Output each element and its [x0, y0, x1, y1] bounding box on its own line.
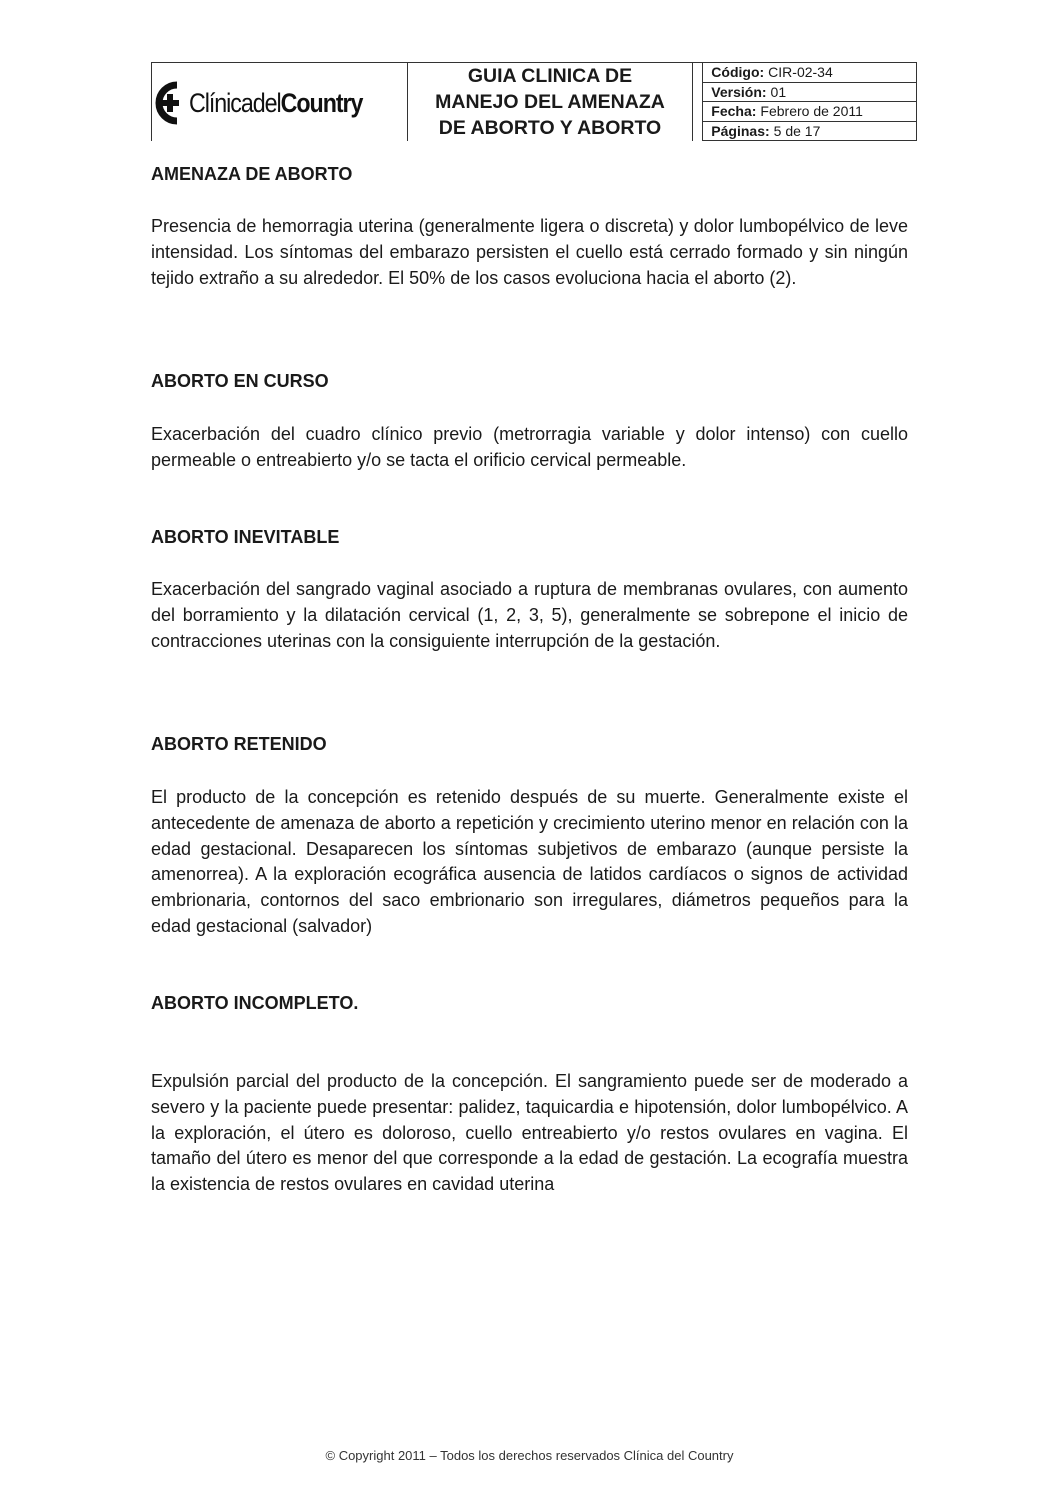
document-title: GUIA CLINICA DE MANEJO DEL AMENAZA DE ABORTO Y ABORTO: [435, 65, 665, 139]
section-paragraph: Expulsión parcial del producto de la concepción. El sangramiento puede ser de moderado a severo y la paciente puede presentar: palidez, taquicardia e hipotensión, dolor lumbopélvico. A la exploración, el útero es doloroso, cuello entreabierto y/o restos ovulares en vagina. El tamaño del útero es menor del que corresponde a la edad de gestación. La ecografía muestra la existencia de restos ovulares en cavidad uterina: [151, 1071, 908, 1195]
meta-row-codigo: Código: CIR-02-34: [702, 62, 917, 83]
meta-row-version: Versión: 01: [702, 83, 917, 103]
meta-table: [693, 63, 917, 141]
section-paragraph: Presencia de hemorragia uterina (generalmente ligera o discreta) y dolor lumbopélvico de leve intensidad. Los síntomas del embarazo persisten el cuello está cerrado formado y sin ningún tejido extraño a su alrededor. El 50% de los casos evoluciona hacia el aborto (2).: [151, 216, 908, 288]
section-paragraph: Exacerbación del cuadro clínico previo (metrorragia variable y dolor intenso) con cuello permeable o entreabierto y/o se tacta el orificio cervical permeable.: [151, 424, 908, 470]
meta-row-paginas: Páginas: 5 de 17: [702, 122, 917, 142]
copyright-footer: © Copyright 2011 – Todos los derechos reservados Clínica del Country: [325, 1448, 734, 1463]
section-paragraph: El producto de la concepción es retenido después de su muerte. Generalmente existe el antecedente de amenaza de aborto a repetición y crecimiento uterino menor en relación con la edad gestacional. Desaparecen los síntomas subjetivos de embarazo (aunque persiste la amenorrea). A la exploración ecográfica ausencia de latidos cardíacos o signos de actividad embrionaria, contornos del saco embrionario son irregulares, diámetros pequeños para la edad gestacional (salvador): [151, 787, 908, 936]
logo-wordmark: ClínicadelCountry: [189, 87, 363, 118]
section-heading: ABORTO RETENIDO: [151, 734, 327, 754]
document-header: [151, 62, 917, 141]
cross-icon: [155, 81, 185, 125]
logo-cell: [151, 63, 407, 141]
section-heading: ABORTO INCOMPLETO.: [151, 993, 359, 1013]
section-heading: ABORTO INEVITABLE: [151, 527, 340, 547]
section-heading: ABORTO EN CURSO: [151, 371, 329, 391]
clinic-logo: [155, 81, 391, 125]
title-cell: [407, 63, 694, 141]
section-heading: AMENAZA DE ABORTO: [151, 164, 353, 184]
meta-row-fecha: Fecha: Febrero de 2011: [702, 102, 917, 122]
section-paragraph: Exacerbación del sangrado vaginal asociado a ruptura de membranas ovulares, con aumento del borramiento y la dilatación cervical (1, 2, 3, 5), generalmente se sobrepone el inicio de contracciones uterinas con la consiguiente interrupción de la gestación.: [151, 579, 908, 651]
